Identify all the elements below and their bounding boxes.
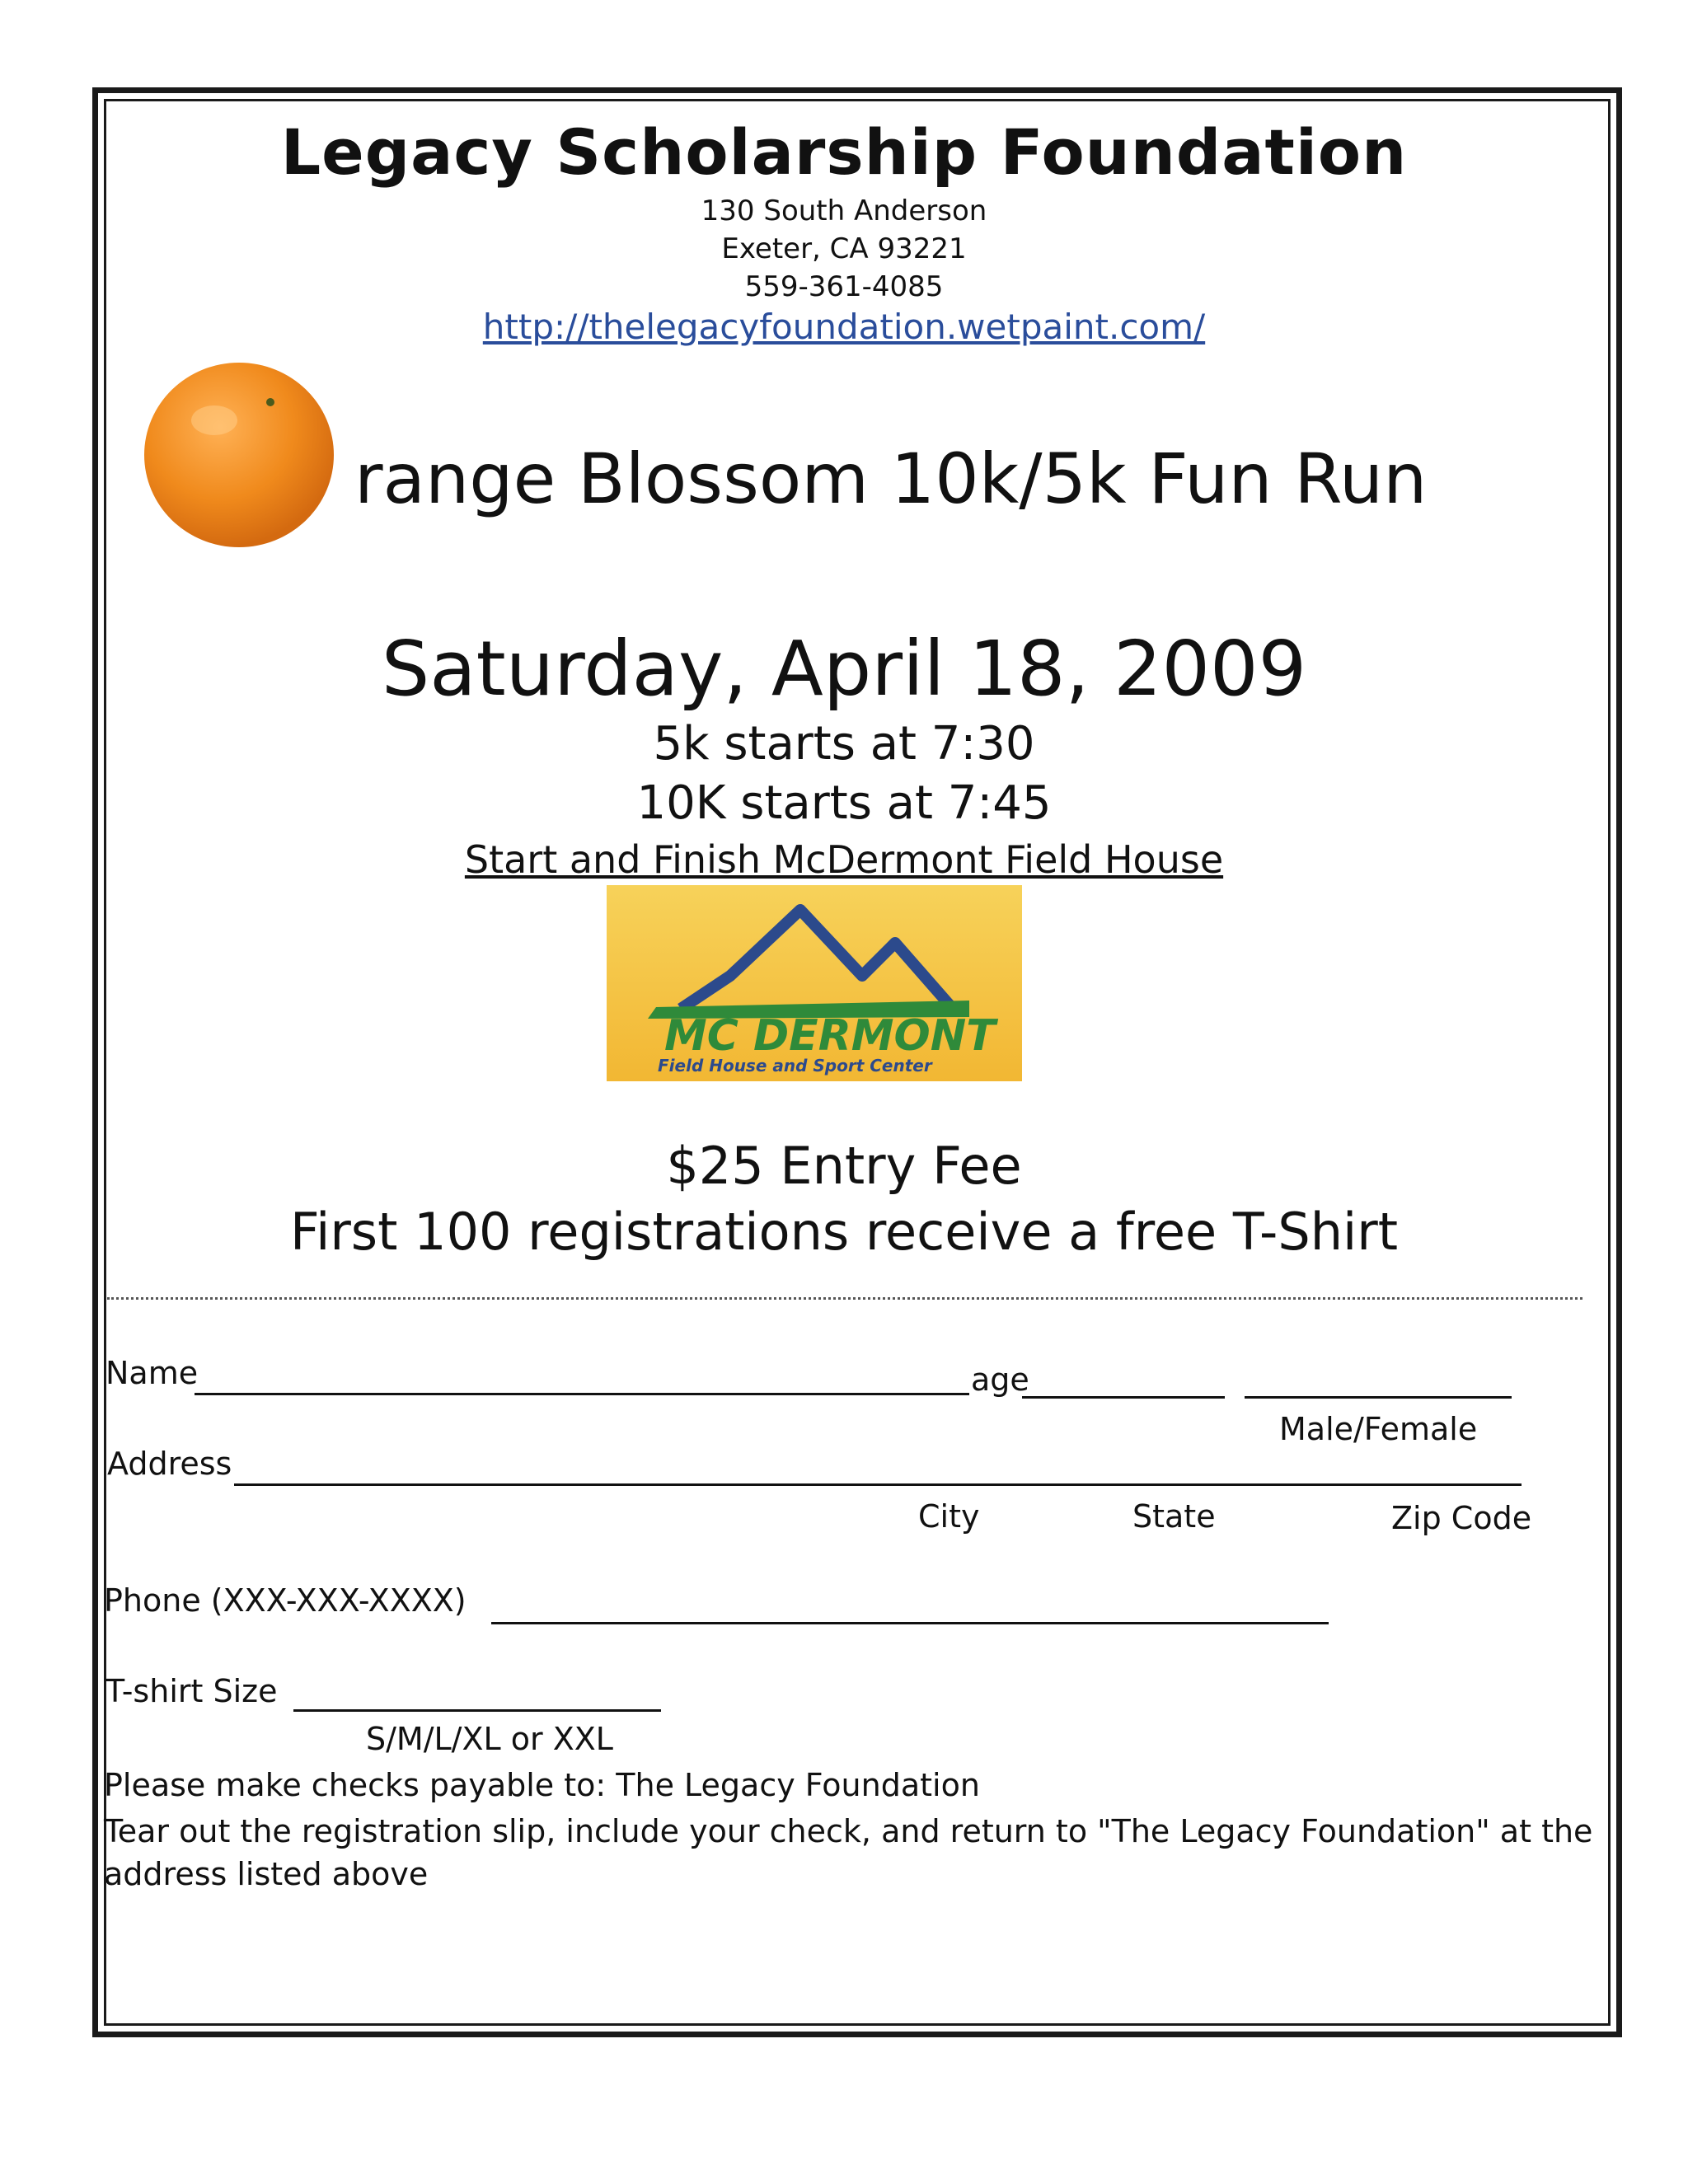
address-label: Address	[107, 1446, 232, 1482]
tshirt-size-label: T-shirt Size	[106, 1673, 278, 1709]
name-label: Name	[106, 1355, 199, 1391]
logo-subtitle: Field House and Sport Center	[658, 1056, 932, 1076]
age-input-line[interactable]	[1022, 1396, 1225, 1399]
tshirt-size-input-line[interactable]	[293, 1709, 661, 1712]
logo-name: MC DERMONT	[664, 1011, 996, 1061]
start-time-10k: 10K starts at 7:45	[636, 776, 1052, 830]
website-url	[0, 307, 1688, 347]
tshirt-offer: First 100 registrations receive a free T-Shirt	[289, 1202, 1399, 1262]
city-hint: City	[918, 1498, 980, 1535]
mcdermont-logo	[607, 885, 1022, 1081]
phone-number: 559-361-4085	[744, 270, 944, 303]
zip-hint: Zip Code	[1391, 1500, 1532, 1536]
gender-input-line[interactable]	[1245, 1396, 1512, 1399]
event-date: Saturday, April 18, 2009	[381, 625, 1307, 713]
orange-icon	[140, 354, 338, 552]
address-line-1: 130 South Anderson	[701, 194, 987, 227]
tear-line	[107, 1297, 1582, 1300]
start-time-5k: 5k starts at 7:30	[653, 717, 1035, 771]
return-note-line-1: Tear out the registration slip, include your check, and return to "The Legacy Foundation" at the	[104, 1813, 1593, 1849]
gender-hint: Male/Female	[1279, 1411, 1478, 1447]
address-line-2: Exeter, CA 93221	[721, 232, 967, 265]
checks-note: Please make checks payable to: The Legacy Foundation	[104, 1767, 980, 1803]
return-note-line-2: address listed above	[104, 1856, 429, 1892]
phone-label: Phone (XXX-XXX-XXXX)	[104, 1582, 467, 1619]
venue: Start and Finish McDermont Field House	[464, 837, 1224, 882]
tshirt-size-hint: S/M/L/XL or XXL	[366, 1721, 613, 1757]
entry-fee: $25 Entry Fee	[666, 1136, 1022, 1196]
website-link[interactable]: http://thelegacyfoundation.wetpaint.com/	[482, 307, 1206, 347]
age-label: age	[971, 1361, 1029, 1398]
org-title: Legacy Scholarship Foundation	[280, 115, 1408, 189]
event-title: range Blossom 10k/5k Fun Run	[354, 438, 1428, 519]
name-input-line[interactable]	[195, 1393, 969, 1395]
phone-input-line[interactable]	[491, 1622, 1329, 1624]
address-input-line[interactable]	[234, 1483, 1522, 1486]
state-hint: State	[1132, 1498, 1216, 1535]
